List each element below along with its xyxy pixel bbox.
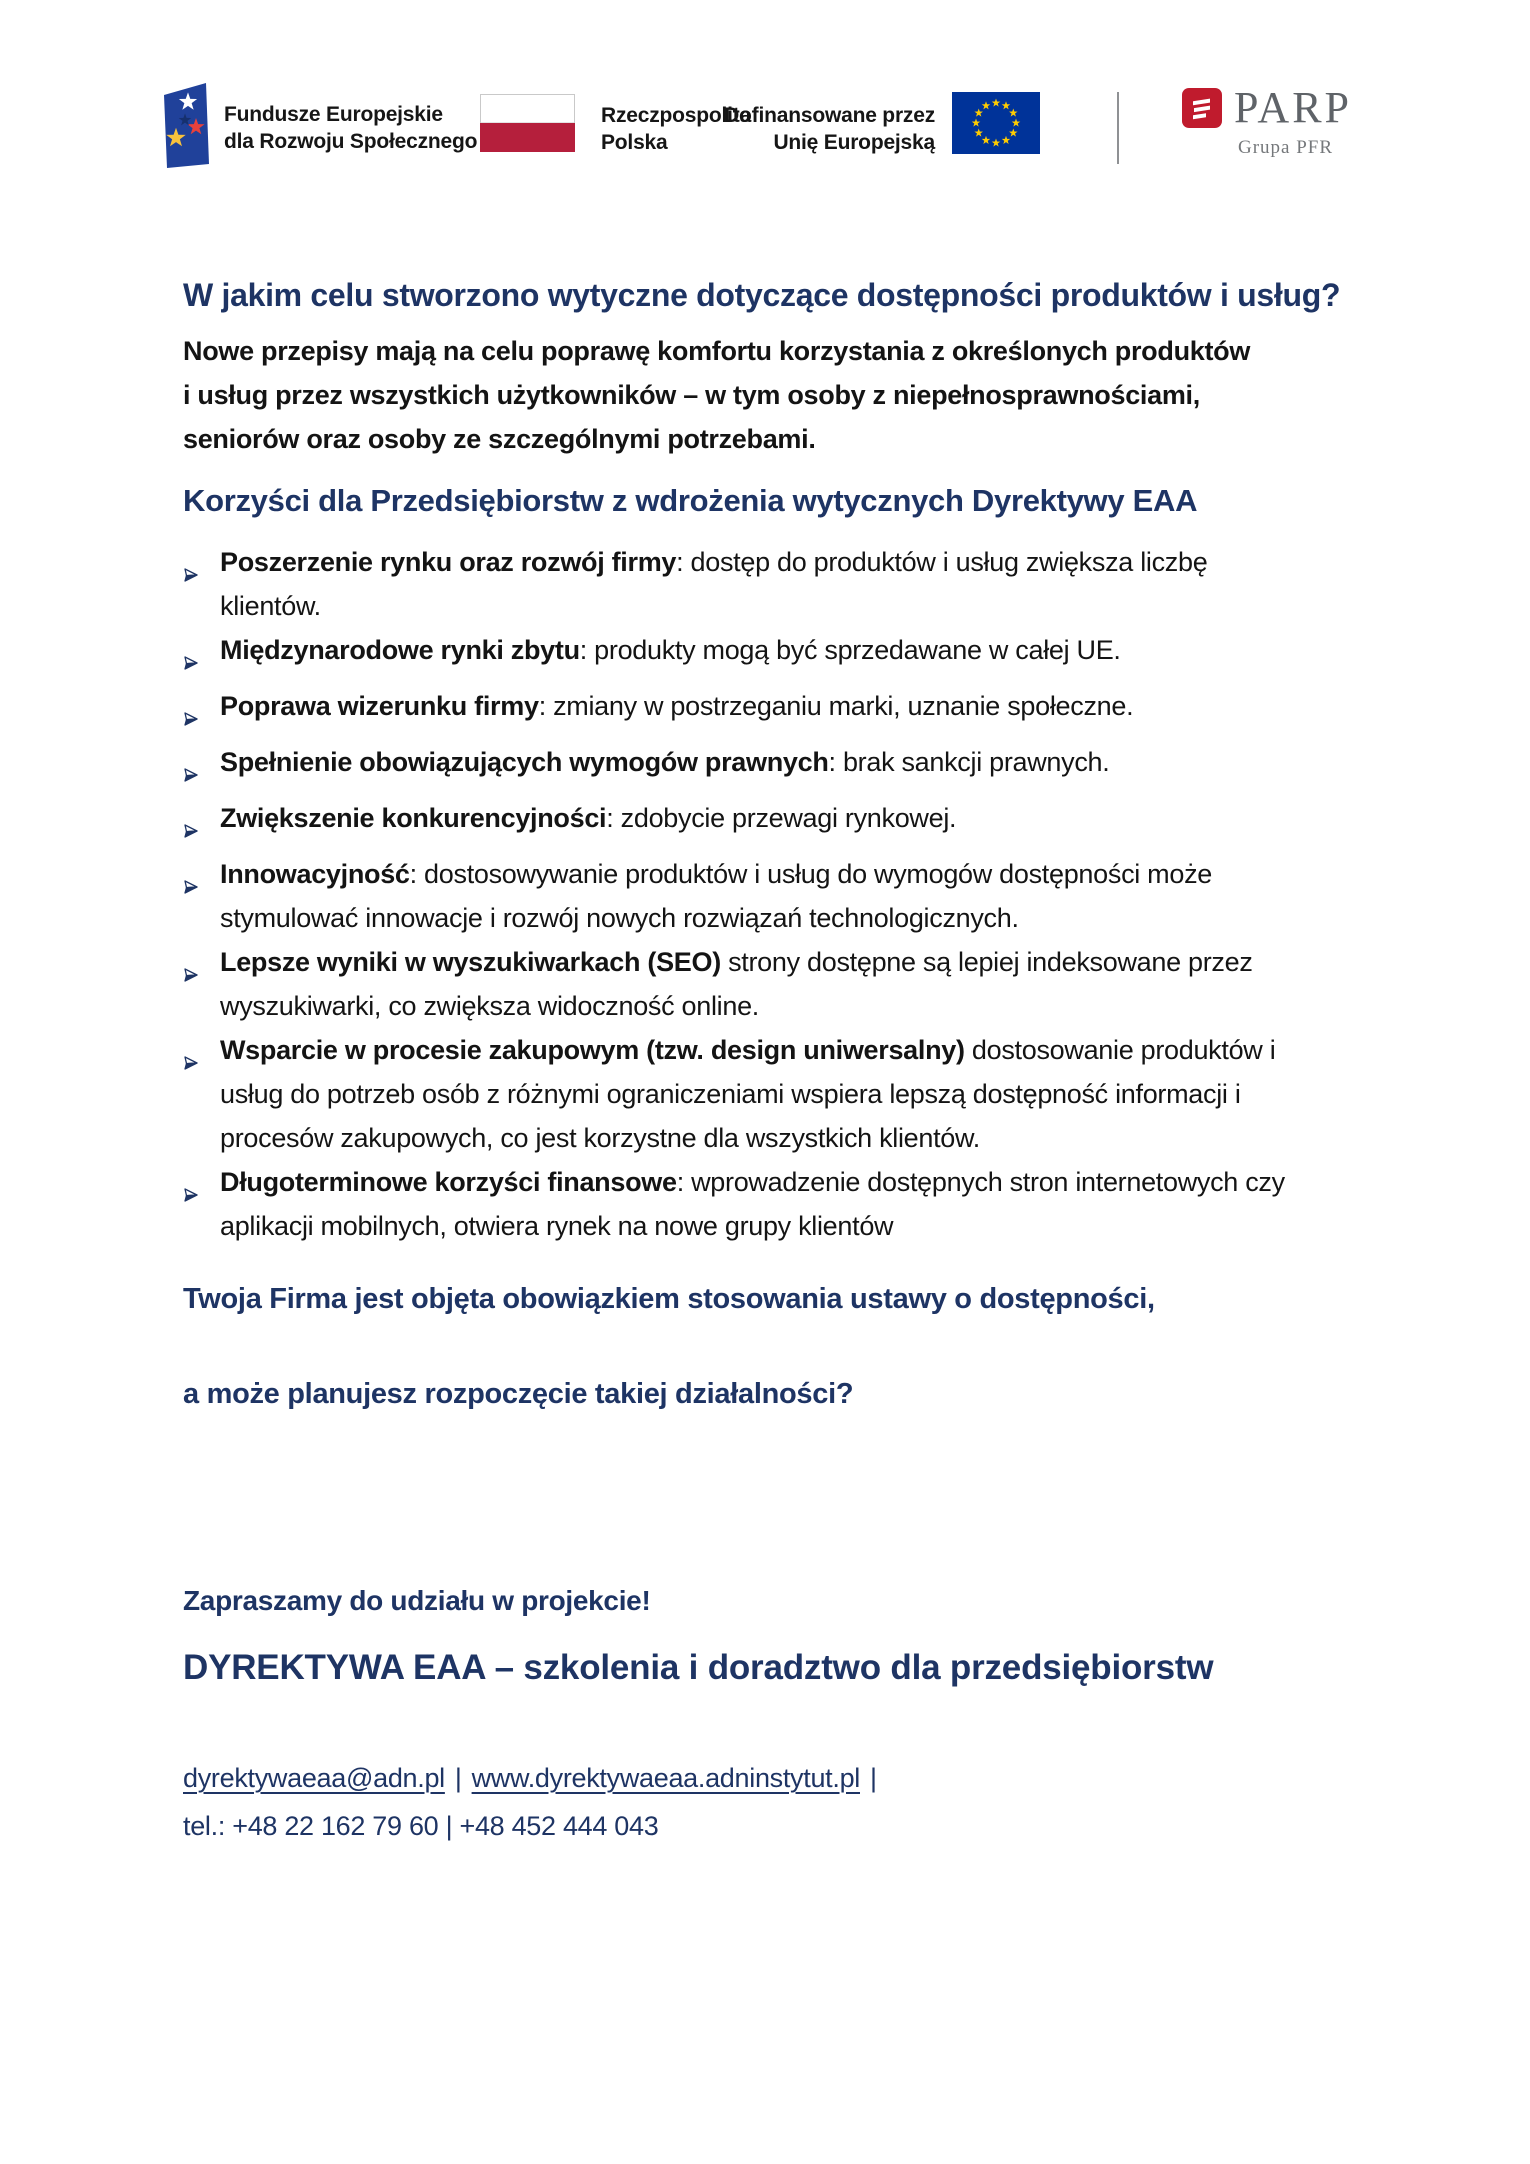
poland-flag-icon bbox=[480, 94, 575, 157]
benefit-text bbox=[220, 628, 1295, 672]
benefit-item bbox=[183, 796, 1313, 852]
arrow-bullet-icon bbox=[183, 864, 220, 908]
parp-logo bbox=[1182, 83, 1362, 159]
eu-funds-flag-icon bbox=[158, 80, 210, 175]
poland-label-line1: Rzeczpospolita bbox=[601, 104, 752, 127]
arrow-bullet-icon bbox=[183, 752, 220, 796]
separator: | bbox=[454, 1763, 462, 1793]
benefit-lead: Spełnienie obowiązujących wymogów prawnych bbox=[220, 747, 829, 777]
arrow-bullet-icon bbox=[183, 552, 220, 596]
parp-name: PARP bbox=[1234, 83, 1353, 132]
benefit-lead: Międzynarodowe rynki zbytu bbox=[220, 635, 580, 665]
arrow-bullet-icon bbox=[183, 952, 220, 996]
benefit-lead: Długoterminowe korzyści finansowe bbox=[220, 1167, 677, 1197]
benefits-heading: Korzyści dla Przedsiębiorstw z wdrożenia wytycznych Dyrektywy EAA bbox=[183, 483, 1198, 518]
benefit-rest: dostosowanie produktów i usług do potrzeb osób z różnymi ograniczeniami wspiera lepszą dostępność informacji i procesów zakupowych, co jest korzystne dla wszystkich klientów. bbox=[220, 1035, 1276, 1153]
benefit-item bbox=[183, 540, 1313, 628]
benefit-text bbox=[220, 1028, 1295, 1160]
cta-line-2: a może planujesz rozpoczęcie takiej działalności? bbox=[183, 1378, 854, 1410]
eu-funds-label-line1: Fundusze Europejskie bbox=[224, 102, 443, 126]
email-link[interactable]: dyrektywaeaa@adn.pl bbox=[183, 1763, 445, 1793]
benefit-lead: Lepsze wyniki w wyszukiwarkach (SEO) bbox=[220, 947, 721, 977]
benefit-rest: : wprowadzenie dostępnych stron internetowych czy aplikacji mobilnych, otwiera rynek na nowe grupy klientów bbox=[220, 1167, 1285, 1241]
header-divider bbox=[1117, 92, 1119, 164]
benefit-text bbox=[220, 684, 1295, 728]
benefit-rest: : zdobycie przewagi rynkowej. bbox=[606, 803, 957, 833]
benefit-item bbox=[183, 1160, 1313, 1248]
intro-paragraph: Nowe przepisy mają na celu poprawę komfortu korzystania z określonych produktów i usług przez wszystkich użytkowników – w tym osoby z niepełnosprawnościami, seniorów oraz osoby ze szczególnymi potrzebami. bbox=[183, 336, 1251, 454]
benefits-list bbox=[183, 540, 1313, 1248]
arrow-bullet-icon bbox=[183, 696, 220, 740]
benefit-item bbox=[183, 684, 1313, 740]
eu-funding-label-line2: Unię Europejską bbox=[773, 131, 935, 154]
benefit-text bbox=[220, 796, 1295, 840]
benefit-rest: : dostosowywanie produktów i usług do wymogów dostępności może stymulować innowacje i rozwój nowych rozwiązań technologicznych. bbox=[220, 859, 1212, 933]
benefit-text bbox=[220, 540, 1295, 628]
benefit-lead: Poprawa wizerunku firmy bbox=[220, 691, 539, 721]
phone-line: tel.: +48 22 162 79 60 | +48 452 444 043 bbox=[183, 1811, 659, 1841]
cta-line-1: Twoja Firma jest objęta obowiązkiem stosowania ustawy o dostępności, bbox=[183, 1283, 1155, 1315]
benefit-text bbox=[220, 940, 1295, 1028]
benefit-item bbox=[183, 852, 1313, 940]
benefit-text bbox=[220, 740, 1295, 784]
contact-links-line bbox=[183, 1763, 887, 1794]
benefit-item bbox=[183, 628, 1313, 684]
benefit-rest: : dostęp do produktów i usług zwiększa liczbę klientów. bbox=[220, 547, 1208, 621]
benefit-text bbox=[220, 1160, 1295, 1248]
poland-label-line2: Polska bbox=[601, 131, 668, 154]
benefit-lead: Wsparcie w procesie zakupowym (tzw. design uniwersalny) bbox=[220, 1035, 965, 1065]
benefit-lead: Zwiększenie konkurencyjności bbox=[220, 803, 607, 833]
arrow-bullet-icon bbox=[183, 1172, 220, 1216]
intro-heading: W jakim celu stworzono wytyczne dotyczące dostępności produktów i usług? bbox=[183, 277, 1341, 313]
eu-flag-icon bbox=[952, 92, 1040, 159]
separator: | bbox=[870, 1763, 877, 1793]
benefit-rest: : produkty mogą być sprzedawane w całej UE. bbox=[579, 635, 1121, 665]
parp-red-icon bbox=[1182, 88, 1222, 133]
website-link[interactable]: www.dyrektywaeaa.adninstytut.pl bbox=[471, 1763, 860, 1793]
benefit-rest: strony dostępne są lepiej indeksowane przez wyszukiwarki, co zwiększa widoczność online. bbox=[220, 947, 1253, 1021]
benefit-item bbox=[183, 1028, 1313, 1160]
benefit-item bbox=[183, 940, 1313, 1028]
benefit-text bbox=[220, 852, 1295, 940]
arrow-bullet-icon bbox=[183, 1040, 220, 1084]
program-title: DYREKTYWA EAA – szkolenia i doradztwo dla przedsiębiorstw bbox=[183, 1648, 1214, 1687]
eu-funding-label-line1: Dofinansowane przez bbox=[724, 104, 935, 127]
benefit-lead: Innowacyjność bbox=[220, 859, 410, 889]
parp-group-label: Grupa PFR bbox=[1238, 137, 1334, 158]
benefit-lead: Poszerzenie rynku oraz rozwój firmy bbox=[220, 547, 677, 577]
eu-funds-logo bbox=[158, 80, 477, 175]
eu-funding-label bbox=[640, 102, 935, 156]
invite-line: Zapraszamy do udziału w projekcie! bbox=[183, 1585, 651, 1616]
benefit-item bbox=[183, 740, 1313, 796]
benefit-rest: : brak sankcji prawnych. bbox=[828, 747, 1110, 777]
eu-funds-label-line2: dla Rozwoju Społecznego bbox=[224, 129, 478, 153]
benefit-rest: : zmiany w postrzeganiu marki, uznanie społeczne. bbox=[538, 691, 1134, 721]
arrow-bullet-icon bbox=[183, 808, 220, 852]
arrow-bullet-icon bbox=[183, 640, 220, 684]
